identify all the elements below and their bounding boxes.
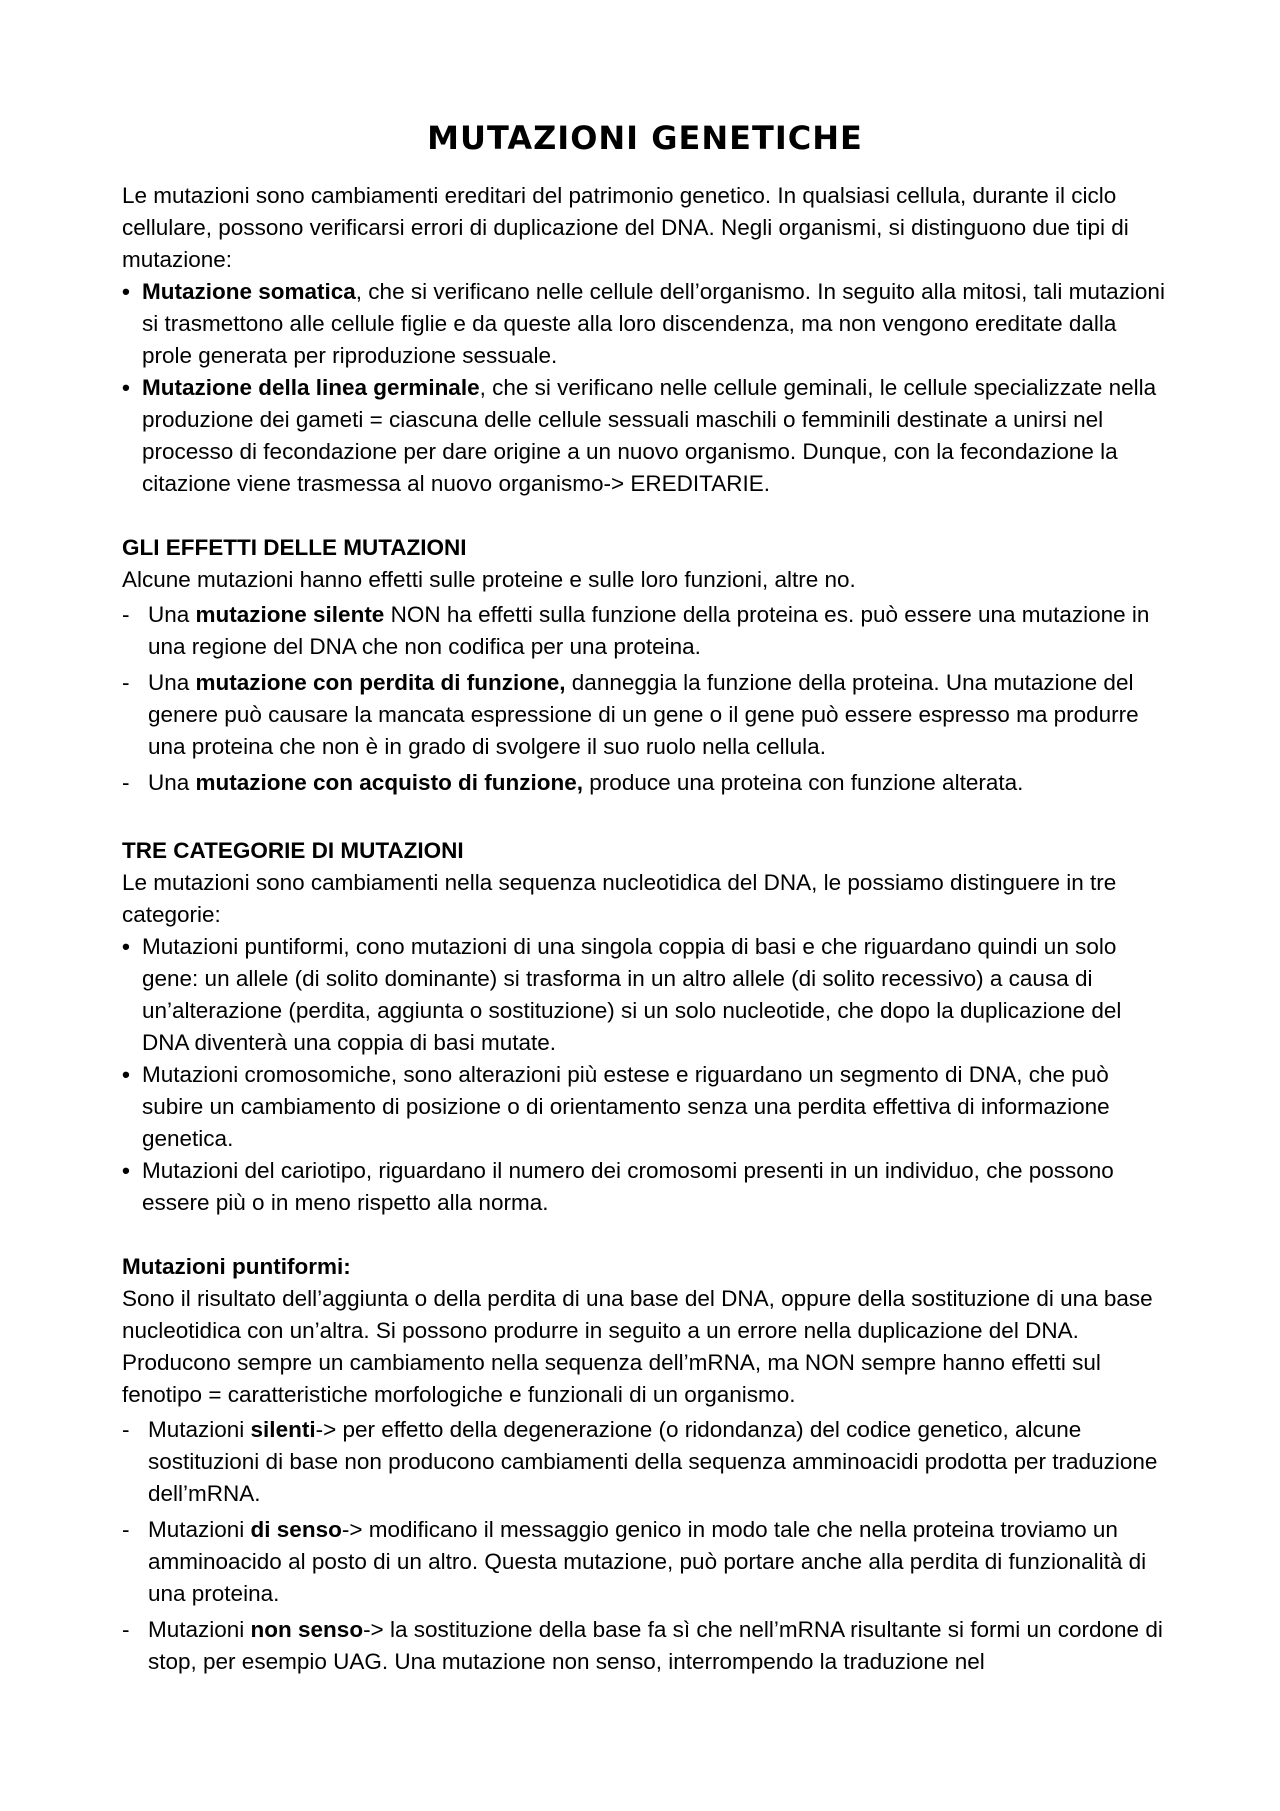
list-item: • Mutazioni cromosomiche, sono alterazioni più estese e riguardano un segmento di DNA, che può subire un cambiamento di posizione o di orientamento senza una perdita effettiva di informazione genetica. (122, 1059, 1168, 1155)
list-item: • Mutazioni del cariotipo, riguardano il numero dei cromosomi presenti in un individuo, che possono essere più o in meno rispetto alla norma. (122, 1155, 1168, 1219)
term: Mutazione somatica (142, 279, 356, 304)
categories-list (122, 931, 1168, 1219)
list-item: • Mutazioni puntiformi, cono mutazioni di una singola coppia di basi e che riguardano quindi un solo gene: un allele (di solito dominante) si trasforma in un altro allele (di solito recessivo) a causa di un’alterazione (perdita, aggiunta o sostituzione) si un solo nucleotide, che dopo la duplicazione del DNA diventerà una coppia di basi mutate. (122, 931, 1168, 1059)
list-item: • Mutazione somatica, che si verificano nelle cellule dell’organismo. In seguito alla mitosi, tali mutazioni si trasmettono alle cellule figlie e da queste alla loro discendenza, ma non vengono ereditate dalla prole generata per riproduzione sessuale. (122, 276, 1168, 372)
term: di senso (250, 1517, 342, 1542)
document-page (122, 118, 1168, 1682)
list-item: - Una mutazione con perdita di funzione, danneggia la funzione della proteina. Una mutazione del genere può causare la mancata espressione di un gene o il gene può essere espresso ma produrre una proteina che non è in grado di svolgere il suo ruolo nella cellula. (122, 667, 1168, 763)
point-mutations-intro: Sono il risultato dell’aggiunta o della perdita di una base del DNA, oppure della sostituzione di una base nucleotidica con un’altra. Si possono produrre in seguito a un errore nella duplicazione del DNA. Producono sempre un cambiamento nella sequenza dell’mRNA, ma NON sempre hanno effetti sul fenotipo = caratteristiche morfologiche e funzionali di un organismo. (122, 1286, 1153, 1407)
term: mutazione con perdita di funzione, (195, 670, 566, 695)
document-title: MUTAZIONI GENETICHE (427, 119, 863, 157)
term: Mutazione della linea germinale (142, 375, 480, 400)
effects-list (122, 599, 1168, 799)
section-heading-effects: GLI EFFETTI DELLE MUTAZIONI (122, 535, 467, 560)
term: mutazione con acquisto di funzione, (195, 770, 584, 795)
section-heading-point-mutations: Mutazioni puntiformi: (122, 1254, 351, 1279)
effects-intro: Alcune mutazioni hanno effetti sulle proteine e sulle loro funzioni, altre no. (122, 567, 856, 592)
term: silenti (250, 1417, 316, 1442)
list-item: - Mutazioni di senso-> modificano il messaggio genico in modo tale che nella proteina troviamo un amminoacido al posto di un altro. Questa mutazione, può portare anche alla perdita di funzionalità di una proteina. (122, 1514, 1168, 1610)
list-item: - Mutazioni silenti-> per effetto della degenerazione (o ridondanza) del codice genetico, alcune sostituzioni di base non producono cambiamenti della sequenza amminoacidi prodotta per traduzione dell’mRNA. (122, 1414, 1168, 1510)
term: non senso (250, 1617, 364, 1642)
categories-intro: Le mutazioni sono cambiamenti nella sequenza nucleotidica del DNA, le possiamo distinguere in tre categorie: (122, 870, 1117, 927)
intro-paragraph: Le mutazioni sono cambiamenti ereditari del patrimonio genetico. In qualsiasi cellula, durante il ciclo cellulare, possono verificarsi errori di duplicazione del DNA. Negli organismi, si distinguono due tipi di mutazione: (122, 183, 1129, 272)
point-mutations-list (122, 1414, 1168, 1678)
mutation-types-list (122, 276, 1168, 500)
term: mutazione silente (195, 602, 385, 627)
list-item: - Una mutazione silente NON ha effetti sulla funzione della proteina es. può essere una mutazione in una regione del DNA che non codifica per una proteina. (122, 599, 1168, 663)
list-item: - Mutazioni non senso-> la sostituzione della base fa sì che nell’mRNA risultante si formi un cordone di stop, per esempio UAG. Una mutazione non senso, interrompendo la traduzione nel (122, 1614, 1168, 1678)
section-heading-categories: TRE CATEGORIE DI MUTAZIONI (122, 838, 464, 863)
list-item: • Mutazione della linea germinale, che si verificano nelle cellule geminali, le cellule specializzate nella produzione dei gameti = ciascuna delle cellule sessuali maschili o femminili destinate a unirsi nel processo di fecondazione per dare origine a un nuovo organismo. Dunque, con la fecondazione la citazione viene trasmessa al nuovo organismo-> EREDITARIE. (122, 372, 1168, 500)
list-item: - Una mutazione con acquisto di funzione, produce una proteina con funzione alterata. (122, 767, 1168, 799)
